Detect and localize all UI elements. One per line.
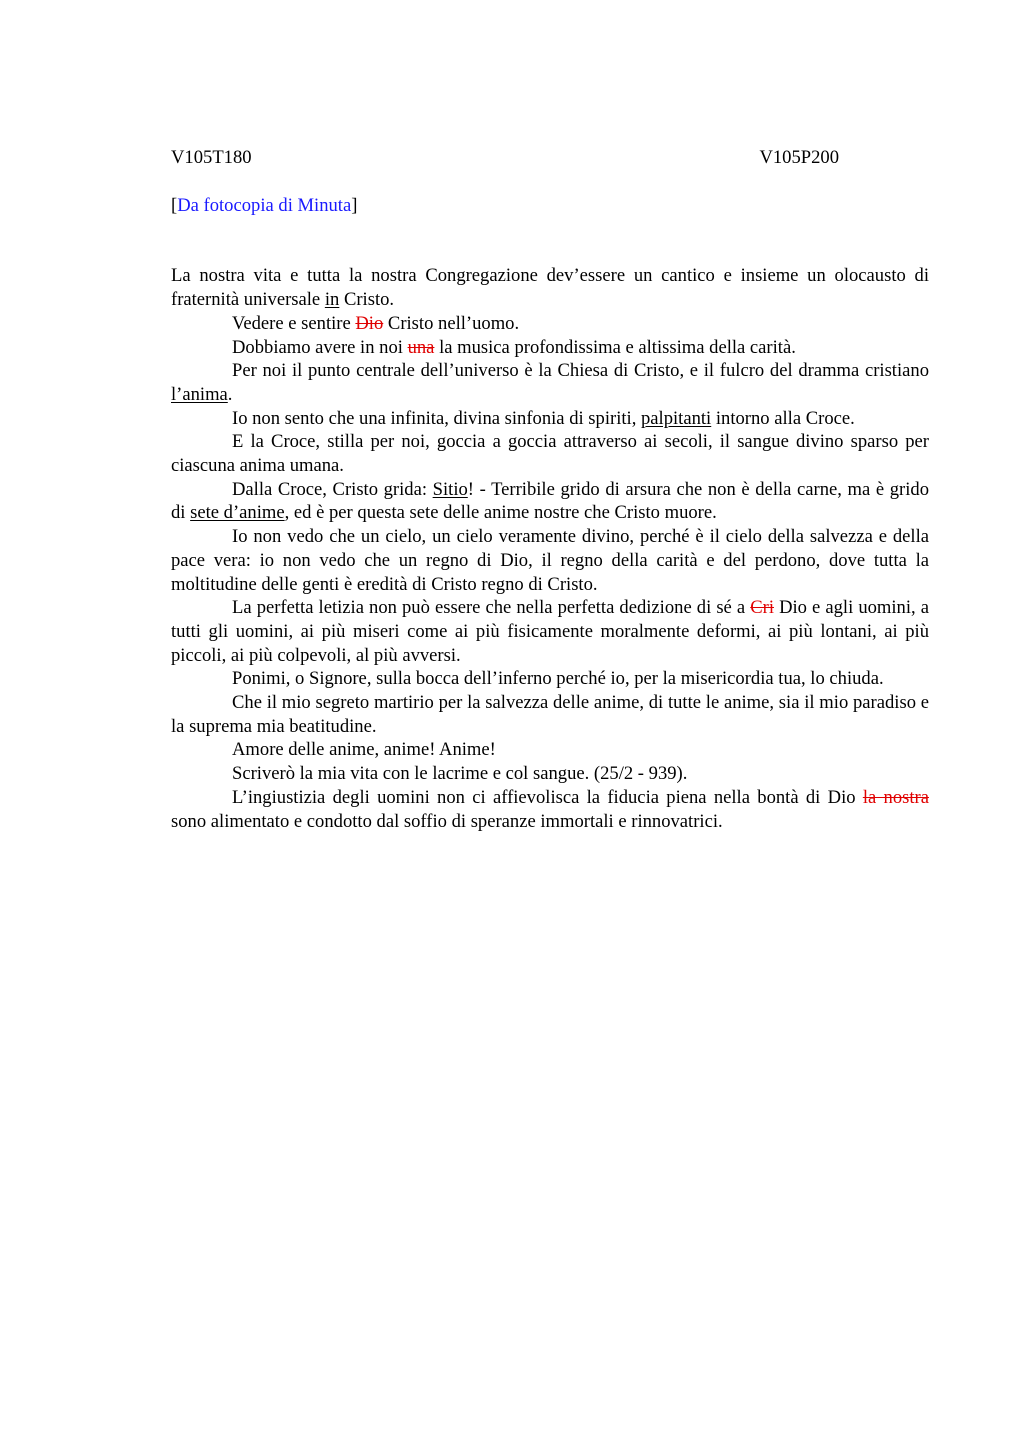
paragraph-7 — [171, 478, 929, 525]
source-note — [171, 194, 929, 218]
document-code-right: V105P200 — [759, 147, 839, 168]
text-run: Ponimi, o Signore, sulla bocca dell’inferno perché io, per la misericordia tua, lo chiuda. — [232, 668, 884, 690]
text-run: Scriverò la mia vita con le lacrime e col sangue. (25/2 - 939). — [232, 763, 688, 785]
paragraph-6 — [171, 430, 929, 477]
text-run: La perfetta letizia non può essere che nella perfetta dedizione di sé a — [232, 597, 751, 619]
paragraph-10 — [171, 667, 929, 691]
paragraph-5 — [171, 407, 929, 431]
text-run: , ed è per questa sete delle anime nostre che Cristo muore. — [284, 502, 717, 524]
text-run: La nostra vita e tutta la nostra Congregazione dev’essere un cantico e insieme un olocausto di fraternità universale — [171, 265, 929, 311]
text-run: Per noi il punto centrale dell’universo è la Chiesa di Cristo, e il fulcro del dramma cristiano — [232, 360, 929, 382]
deleted-text: Cri — [750, 597, 774, 619]
text-run: Cristo nell’uomo. — [383, 312, 520, 334]
text-run: la musica profondissima e altissima della carità. — [434, 336, 796, 358]
text-run: L’ingiustizia degli uomini non ci affievolisca la fiducia piena nella bontà di Dio — [232, 786, 863, 808]
underlined-text: palpitanti — [641, 407, 712, 429]
underlined-text: l’anima — [171, 383, 228, 405]
document-header — [171, 146, 839, 170]
deleted-text: la nostra — [862, 786, 929, 808]
paragraph-13 — [171, 762, 929, 786]
deleted-text: Dio — [355, 312, 384, 334]
text-run: Amore delle anime, anime! Anime! — [232, 739, 496, 761]
source-note-open-bracket: [ — [171, 194, 178, 216]
text-run: Io non vedo che un cielo, un cielo veramente divino, perché è il cielo della salvezza e della pace vera: io non vedo che un regno di Dio, il regno della carità e del perdono, dove tutta la moltitudine delle genti è eredità di Cristo regno di Cristo. — [171, 526, 929, 595]
source-note-link[interactable]: Da fotocopia di Minuta — [177, 194, 352, 216]
text-run: . — [227, 383, 233, 405]
text-run: Dalla Croce, Cristo grida: — [232, 478, 433, 500]
document-body — [171, 264, 929, 833]
underlined-text: sete d’anime — [190, 502, 285, 524]
text-run: Dio e agli uomini, a tutti gli uomini, ai più miseri come ai più fisicamente moralmente deformi, ai più lontani, ai più piccoli, ai più colpevoli, al più avversi. — [171, 597, 929, 666]
document-page — [171, 146, 929, 833]
deleted-text: una — [407, 336, 435, 358]
underlined-text: Sitio — [432, 478, 468, 500]
paragraph-8 — [171, 525, 929, 596]
text-run: Vedere e sentire — [232, 312, 356, 334]
text-run: Io non sento che una infinita, divina sinfonia di spiriti, — [232, 407, 641, 429]
text-run: Che il mio segreto martirio per la salvezza delle anime, di tutte le anime, sia il mio paradiso e la suprema mia beatitudine. — [171, 692, 929, 737]
text-run: Dobbiamo avere in noi — [232, 336, 408, 358]
paragraph-9 — [171, 596, 929, 667]
paragraph-14 — [171, 786, 929, 833]
text-run: sono alimentato e condotto dal soffio di speranze immortali e rinnovatrici. — [171, 810, 723, 832]
underlined-text: in — [324, 289, 340, 311]
text-run: ! - Terribile grido di arsura che non è della carne, ma è grido di — [171, 478, 930, 524]
text-run: Cristo. — [339, 289, 395, 311]
paragraph-11 — [171, 691, 929, 738]
text-run: E la Croce, stilla per noi, goccia a goccia attraverso ai secoli, il sangue divino sparso per ciascuna anima umana. — [171, 431, 929, 477]
paragraph-12 — [171, 738, 929, 762]
text-run: intorno alla Croce. — [711, 407, 855, 429]
document-code-left: V105T180 — [171, 147, 252, 168]
paragraph-1 — [171, 264, 929, 311]
paragraph-2 — [171, 312, 929, 336]
paragraph-3 — [171, 336, 929, 360]
paragraph-4 — [171, 359, 929, 406]
source-note-close-bracket: ] — [351, 194, 358, 216]
